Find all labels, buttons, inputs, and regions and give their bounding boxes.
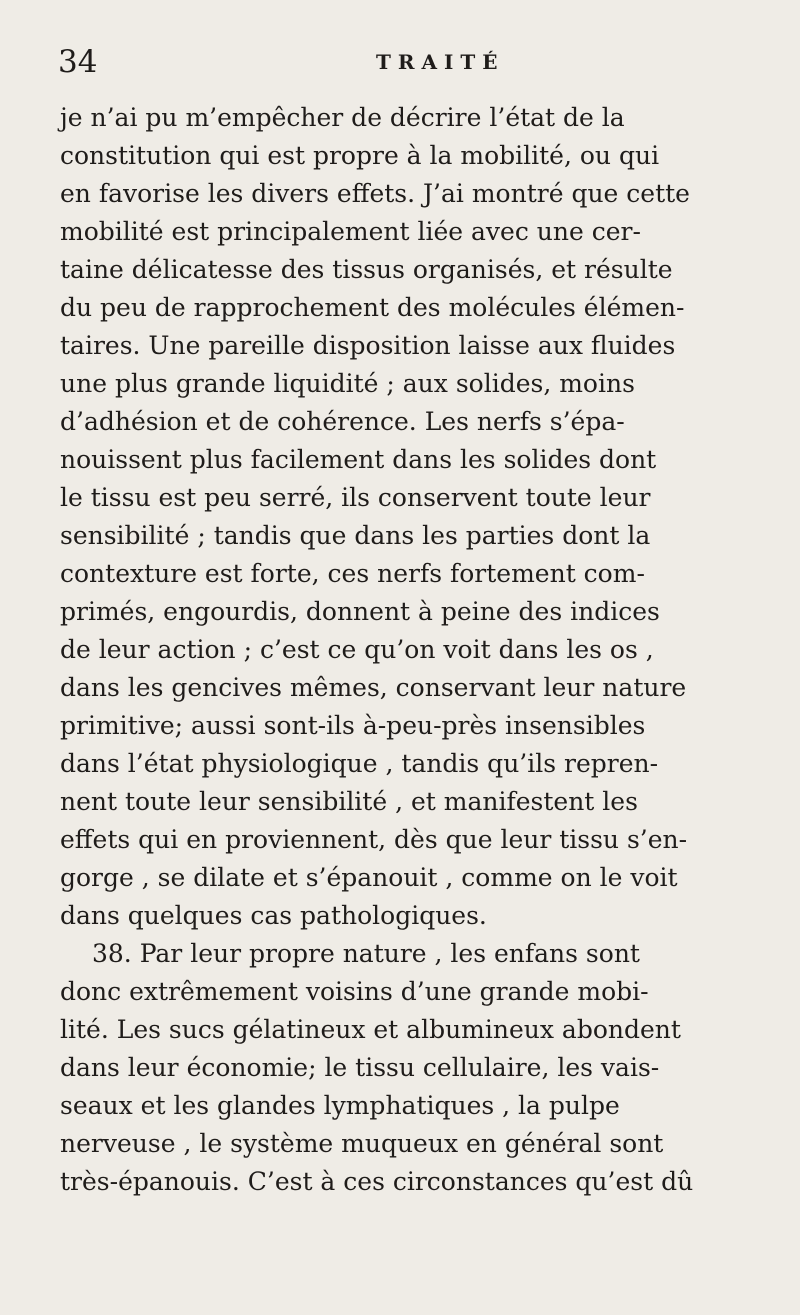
text-line: contexture est forte, ces nerfs fortement com-: [60, 559, 645, 588]
text-line: très-épanouis. C’est à ces circonstances qu’est dû: [60, 1167, 694, 1196]
text-line: dans les gencives mêmes, conservant leur nature: [60, 673, 687, 702]
paragraph-start-line: 38. Par leur propre nature , les enfans sont: [92, 939, 640, 968]
text-line: seaux et les glandes lymphatiques , la pulpe: [60, 1091, 620, 1120]
text-line: sensibilité ; tandis que dans les parties dont la: [60, 521, 651, 550]
text-line: effets qui en proviennent, dès que leur tissu s’en-: [60, 825, 688, 854]
text-line: de leur action ; c’est ce qu’on voit dans les os ,: [60, 635, 654, 664]
text-line: dans quelques cas pathologiques.: [60, 901, 487, 930]
text-line: d’adhésion et de cohérence. Les nerfs s’épa-: [60, 407, 625, 436]
text-line: dans leur économie; le tissu cellulaire, les vais-: [60, 1053, 660, 1082]
text-line: constitution qui est propre à la mobilité, ou qui: [60, 141, 660, 170]
page-number: 34: [58, 44, 98, 80]
text-line: gorge , se dilate et s’épanouit , comme on le voit: [60, 863, 678, 892]
text-line: primitive; aussi sont-ils à-peu-près insensibles: [60, 711, 646, 740]
text-line: le tissu est peu serré, ils conservent toute leur: [60, 483, 651, 512]
text-line: taine délicatesse des tissus organisés, et résulte: [60, 255, 673, 284]
text-line: donc extrêmement voisins d’une grande mobi-: [60, 977, 649, 1006]
text-line: une plus grande liquidité ; aux solides, moins: [60, 369, 635, 398]
text-line: dans l’état physiologique , tandis qu’ils repren-: [60, 749, 659, 778]
running-head: TRAITÉ: [376, 50, 505, 74]
text-line: du peu de rapprochement des molécules élémen-: [60, 293, 685, 322]
page-header: [0, 42, 800, 82]
body-text: [0, 98, 800, 1198]
text-line: nouissent plus facilement dans les solides dont: [60, 445, 657, 474]
text-line: en favorise les divers effets. J’ai montré que cette: [60, 179, 690, 208]
text-line: nerveuse , le système muqueux en général sont: [60, 1129, 664, 1158]
text-line: taires. Une pareille disposition laisse aux fluides: [60, 331, 676, 360]
text-line: lité. Les sucs gélatineux et albumineux abondent: [60, 1015, 681, 1044]
text-line: primés, engourdis, donnent à peine des indices: [60, 597, 660, 626]
text-line: je n’ai pu m’empêcher de décrire l’état de la: [60, 103, 625, 132]
text-line: nent toute leur sensibilité , et manifestent les: [60, 787, 638, 816]
text-line: mobilité est principalement liée avec une cer-: [60, 217, 641, 246]
